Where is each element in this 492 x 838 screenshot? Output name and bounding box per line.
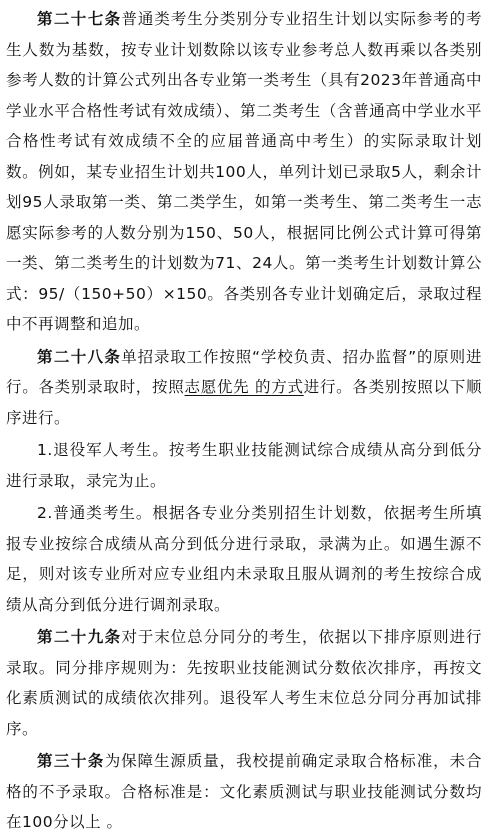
- article-28-item-2: 2.普通类考生。根据各专业分类别招生计划数，依据考生所填报专业按综合成绩从高分到低分进行录取，录满为止。如遇生源不足，则对该专业所对应专业组内未录取且服从调剂的考生按综合成绩从高分到低分进行调剂录取。: [6, 504, 482, 614]
- article-27: [6, 4, 482, 340]
- article-30-text: 为保障生源质量，我校提前确定录取合格标准，未合格的不予录取。合格标准是：文化素质测试与职业技能测试分数均在100分以上 。: [6, 752, 482, 831]
- article-28-text-before: 单招录取工作按照“学校负责、招办监督”的原则进行。各类别录取时，按照: [6, 347, 482, 396]
- article-27-label: 第二十七条: [37, 10, 122, 28]
- article-29: [6, 622, 482, 744]
- article-29-label: 第二十九条: [37, 628, 122, 646]
- article-28-underlined-text: 志愿优先 的方式: [184, 378, 304, 396]
- article-27-text: 普通类考生分类别分专业招生计划以实际参考的考生人数为基数，按专业计划数除以该专业参考总人数再乘以各类别参考人数的计算公式列出各专业第一类考生（具有2023年普通高中学业水平合格性考试有效成绩）、第二类考生（含普通高中学业水平合格性考试有效成绩不全的应届普通高中考生）的实际录取计划数。例如，某专业招生计划共100人，单列计划已录取5人，剩余计划95人录取第一类、第二类学生，如第一类考生、第二类考生一志愿实际参考的人数分别为150、50人，根据同比例公式计算可得第一类、第二类考生的计划数为71、24人。第一类考生计划数计算公式：95/（150+50）×150。各类别各专业计划确定后，录取过程中不再调整和追加。: [6, 10, 482, 333]
- article-28-text-after: 进行。各类别按照以下顺序进行。: [6, 378, 482, 427]
- article-28-label: 第二十八条: [37, 347, 122, 366]
- article-30-label: 第三十条: [37, 752, 105, 770]
- article-28-item-1: 1.退役军人考生。按考生职业技能测试综合成绩从高分到低分进行录取，录完为止。: [6, 441, 482, 490]
- article-30: [6, 746, 482, 838]
- article-29-text: 对于末位总分同分的考生，依据以下排序原则进行录取。同分排序规则为：先按职业技能测试分数依次排序，再按文化素质测试的成绩依次排列。退役军人考生末位总分同分再加试排序。: [6, 628, 482, 738]
- article-28: [6, 342, 482, 434]
